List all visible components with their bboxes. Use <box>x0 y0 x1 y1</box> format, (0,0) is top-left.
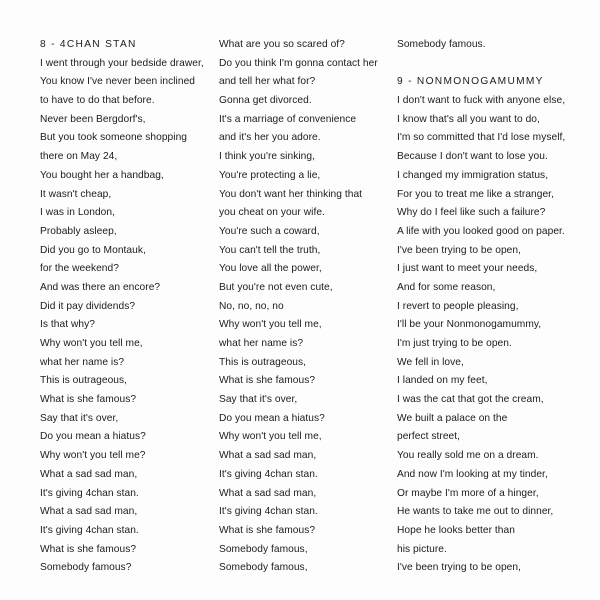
lyric-line: I think you're sinking, <box>219 151 315 163</box>
lyric-line: you cheat on your wife. <box>219 207 325 219</box>
lyric-line: We built a palace on the <box>397 412 508 424</box>
lyric-line: No, no, no, no <box>219 300 284 312</box>
lyric-line: Why won't you tell me, <box>40 338 143 349</box>
lyric-line: for the weekend? <box>40 263 119 275</box>
lyric-line: You know I've never been inclined <box>40 76 196 88</box>
lyric-line: I went through your bedside drawer, <box>40 57 204 69</box>
lyric-line: his picture. <box>397 543 447 555</box>
lyric-line: I know that's all you want to do, <box>397 113 540 125</box>
lyric-line: Why won't you tell me? <box>40 450 146 462</box>
lyric-line: Say that it's over, <box>40 412 119 424</box>
lyric-line: What a sad sad man, <box>219 450 317 462</box>
lyric-line: Do you mean a hiatus? <box>40 431 146 443</box>
lyric-line: Is that why? <box>40 319 95 331</box>
lyric-line: Because I don't want to lose you. <box>397 151 548 163</box>
lyric-line: It's giving 4chan stan. <box>40 524 139 536</box>
lyric-line: I'm just trying to be open. <box>397 338 512 349</box>
lyric-line: For you to treat me like a stranger, <box>397 188 554 200</box>
lyric-line: Hope he looks better than <box>397 524 515 536</box>
lyric-line: I don't want to fuck with anyone else, <box>397 95 566 107</box>
lyric-line: You're protecting a lie, <box>219 169 321 181</box>
lyric-line: A life with you looked good on paper. <box>397 225 565 237</box>
lyric-line: What is she famous? <box>219 375 316 387</box>
lyric-line: But you're not even cute, <box>219 281 333 293</box>
lyric-line: What is she famous? <box>40 543 137 555</box>
lyric-line: Why do I feel like such a failure? <box>397 207 546 219</box>
lyric-line: Somebody famous? <box>40 562 132 574</box>
lyric-line: I've been trying to be open, <box>397 244 521 256</box>
lyric-line: I landed on my feet, <box>397 375 488 387</box>
lyric-line: Somebody famous, <box>219 562 308 574</box>
lyric-line: What a sad sad man, <box>40 468 138 480</box>
lyric-line: and it's her you adore. <box>219 132 321 144</box>
lyric-line: What a sad sad man, <box>219 487 317 499</box>
lyric-line: Or maybe I'm more of a hinger, <box>397 487 539 499</box>
lyric-line: Probably asleep, <box>40 225 117 237</box>
lyric-line: What a sad sad man, <box>40 506 138 518</box>
lyric-line: what her name is? <box>219 338 304 349</box>
lyric-line: You can't tell the truth, <box>219 244 321 256</box>
lyric-line: and tell her what for? <box>219 76 316 88</box>
lyric-line: It's giving 4chan stan. <box>219 468 318 480</box>
lyric-line: It's giving 4chan stan. <box>40 487 139 499</box>
lyric-line: Somebody famous, <box>219 543 308 555</box>
lyric-line: What are you so scared of? <box>219 39 345 50</box>
lyric-line: there on May 24, <box>40 151 118 163</box>
song-title: 8 - 4CHAN STAN <box>40 39 137 50</box>
song-title: 9 - NONMONOGAMUMMY <box>397 76 544 88</box>
lyric-line: Why won't you tell me, <box>219 319 322 331</box>
lyric-line: You love all the power, <box>219 263 322 275</box>
lyric-line: what her name is? <box>40 356 125 368</box>
lyric-line: Never been Bergdorf's, <box>40 113 146 125</box>
lyric-line: Did you go to Montauk, <box>40 244 146 256</box>
lyric-line: What is she famous? <box>219 524 316 536</box>
lyrics-column-3 <box>397 36 587 578</box>
lyric-line: Do you think I'm gonna contact her <box>219 57 378 69</box>
lyric-line: Why won't you tell me, <box>219 431 322 443</box>
lyric-line: This is outrageous, <box>40 375 128 387</box>
lyric-line: Do you mean a hiatus? <box>219 412 325 424</box>
lyric-line: You bought her a handbag, <box>40 169 164 181</box>
lyric-line: I was the cat that got the cream, <box>397 394 544 406</box>
lyrics-column-1 <box>40 36 215 578</box>
lyric-line: He wants to take me out to dinner, <box>397 506 554 518</box>
lyric-line: This is outrageous, <box>219 356 307 368</box>
lyric-line: And was there an encore? <box>40 281 161 293</box>
lyric-line: I'll be your Nonmonogamummy, <box>397 319 542 331</box>
lyric-line: I've been trying to be open, <box>397 562 521 574</box>
lyric-line: You're such a coward, <box>219 225 320 237</box>
lyric-line: I just want to meet your needs, <box>397 263 538 275</box>
lyric-line: It's giving 4chan stan. <box>219 506 318 518</box>
lyric-line: Say that it's over, <box>219 394 298 406</box>
lyric-line: What is she famous? <box>40 394 137 406</box>
lyric-line: Gonna get divorced. <box>219 95 312 107</box>
lyric-line: You really sold me on a dream. <box>397 450 539 462</box>
lyric-line: But you took someone shopping <box>40 132 188 144</box>
lyric-line: Somebody famous. <box>397 39 486 50</box>
blank-line <box>397 55 587 74</box>
lyric-line: Did it pay dividends? <box>40 300 136 312</box>
lyric-line: And for some reason, <box>397 281 496 293</box>
lyrics-column-2 <box>219 36 389 578</box>
lyric-line: And now I'm looking at my tinder, <box>397 468 548 480</box>
lyric-line: You don't want her thinking that <box>219 188 363 200</box>
lyric-line: I'm so committed that I'd lose myself, <box>397 132 566 144</box>
lyric-line: to have to do that before. <box>40 95 155 107</box>
lyric-line: perfect street, <box>397 431 461 443</box>
lyric-line: I revert to people pleasing, <box>397 300 519 312</box>
lyric-line: We fell in love, <box>397 356 464 368</box>
lyric-line: I changed my immigration status, <box>397 169 549 181</box>
lyric-line: It's a marriage of convenience <box>219 113 357 125</box>
lyric-line: It wasn't cheap, <box>40 188 112 200</box>
lyric-line: I was in London, <box>40 207 115 219</box>
